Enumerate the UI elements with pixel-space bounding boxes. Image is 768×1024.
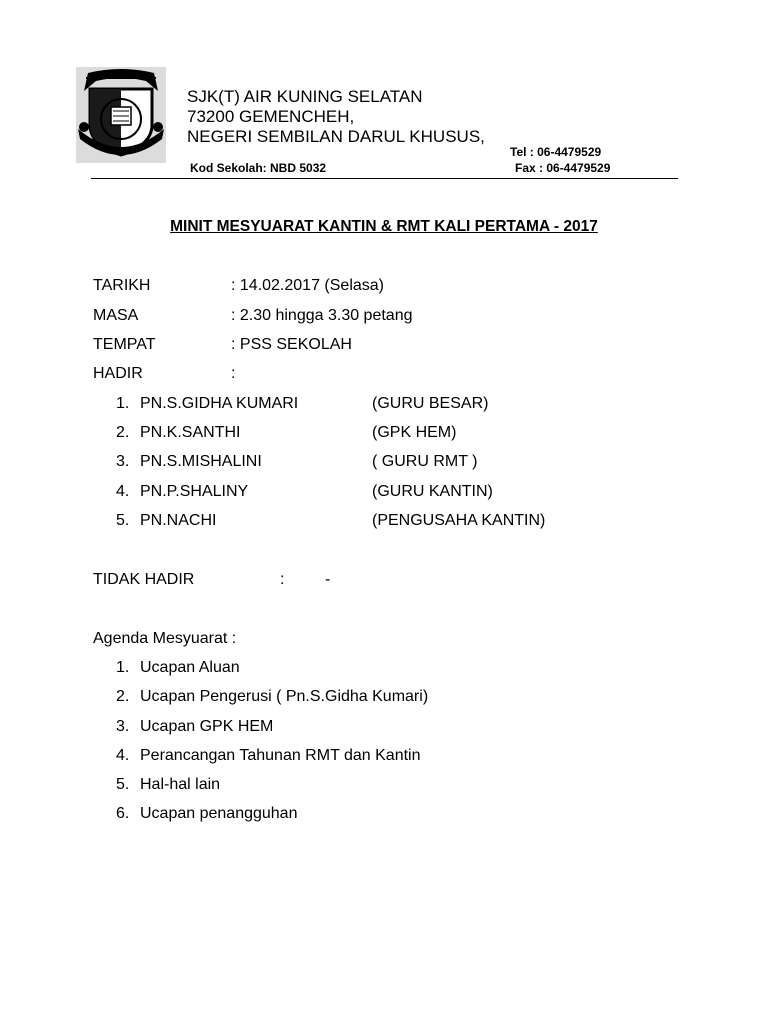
agenda-number: 5. (116, 776, 130, 793)
agenda-item: Perancangan Tahunan RMT dan Kantin (140, 747, 421, 764)
attendee-name: PN.NACHI (140, 512, 217, 529)
masa-label: MASA (93, 307, 139, 324)
attendee-name: PN.P.SHALINY (140, 483, 249, 500)
attendee-number: 4. (116, 483, 130, 500)
tempat-value: : PSS SEKOLAH (231, 336, 352, 353)
tarikh-label: TARIKH (93, 277, 151, 294)
attendee-number: 5. (116, 512, 130, 529)
school-logo (76, 67, 166, 163)
masa-value: : 2.30 hingga 3.30 petang (231, 307, 413, 324)
attendee-name: PN.S.MISHALINI (140, 453, 262, 470)
tidak-hadir-value: - (325, 571, 331, 588)
agenda-heading: Agenda Mesyuarat : (93, 630, 237, 647)
document-title: MINIT MESYUARAT KANTIN & RMT KALI PERTAMA - 2017 (170, 218, 598, 235)
fax: Fax : 06-4479529 (515, 161, 611, 175)
agenda-item: Hal-hal lain (140, 776, 221, 793)
attendee-number: 3. (116, 453, 130, 470)
school-code: Kod Sekolah: NBD 5032 (190, 161, 327, 175)
header-divider (91, 178, 678, 179)
hadir-label: HADIR (93, 365, 143, 382)
address-line-2: NEGERI SEMBILAN DARUL KHUSUS, (187, 127, 485, 146)
agenda-number: 6. (116, 805, 130, 822)
tarikh-value: : 14.02.2017 (Selasa) (231, 277, 384, 294)
attendee-name: PN.S.GIDHA KUMARI (140, 395, 299, 412)
tidak-hadir-colon: : (280, 571, 285, 588)
agenda-number: 4. (116, 747, 130, 764)
attendee-role: (PENGUSAHA KANTIN) (372, 512, 546, 529)
tidak-hadir-label: TIDAK HADIR (93, 571, 195, 588)
school-name: SJK(T) AIR KUNING SELATAN (187, 87, 423, 106)
agenda-item: Ucapan GPK HEM (140, 718, 274, 735)
tempat-label: TEMPAT (93, 336, 156, 353)
attendee-role: (GURU BESAR) (372, 395, 489, 412)
agenda-item: Ucapan Pengerusi ( Pn.S.Gidha Kumari) (140, 688, 429, 705)
agenda-item: Ucapan penangguhan (140, 805, 298, 822)
agenda-number: 2. (116, 688, 130, 705)
attendee-role: (GPK HEM) (372, 424, 457, 441)
agenda-number: 3. (116, 718, 130, 735)
agenda-number: 1. (116, 659, 130, 676)
telephone: Tel : 06-4479529 (510, 145, 602, 159)
attendee-name: PN.K.SANTHI (140, 424, 241, 441)
address-line-1: 73200 GEMENCHEH, (187, 107, 355, 126)
hadir-colon: : (231, 365, 236, 382)
attendee-role: (GURU KANTIN) (372, 483, 493, 500)
attendee-number: 1. (116, 395, 130, 412)
attendee-role: ( GURU RMT ) (372, 453, 478, 470)
attendee-number: 2. (116, 424, 130, 441)
agenda-item: Ucapan Aluan (140, 659, 240, 676)
